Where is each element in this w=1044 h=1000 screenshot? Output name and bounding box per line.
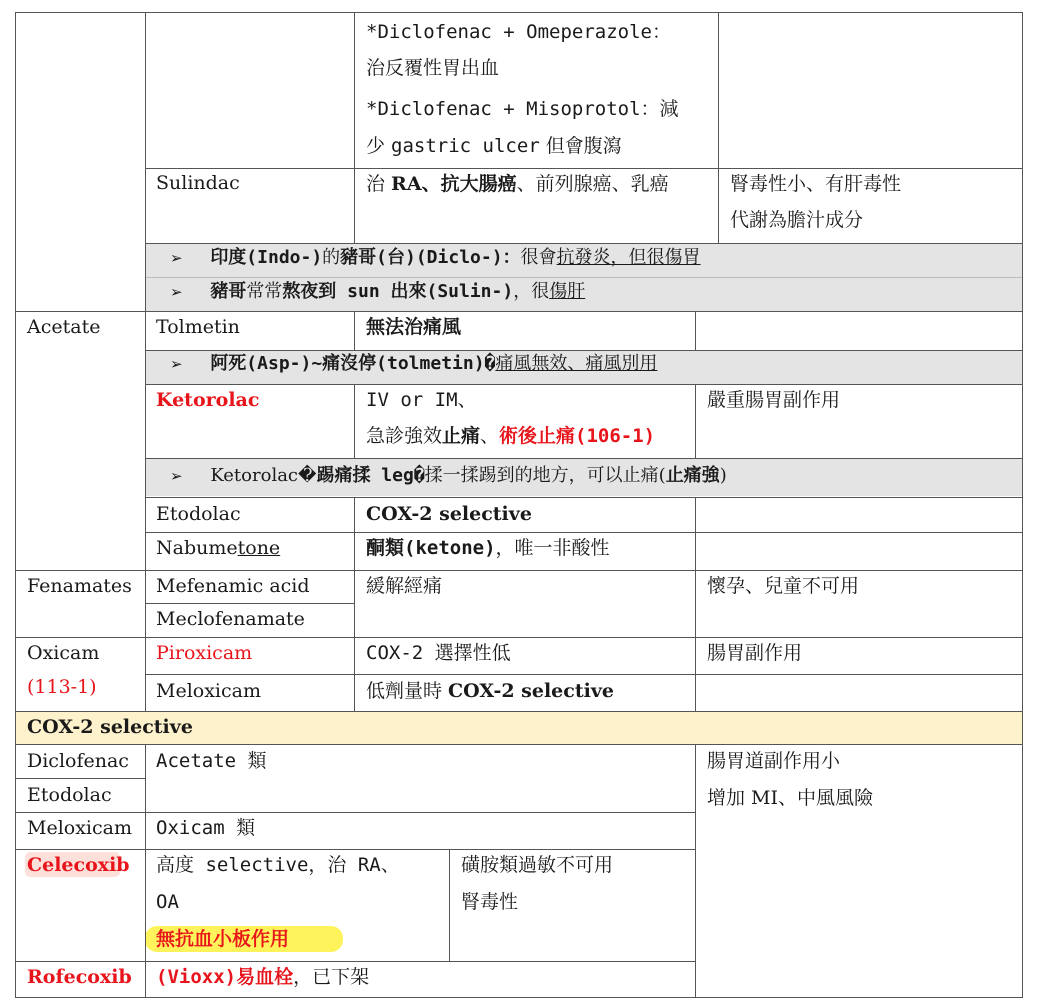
row-divider (145, 458, 1023, 459)
celecoxib-use-oa: OA (156, 891, 179, 913)
table-border (15, 12, 1023, 13)
sulindac-metabolism: 代謝為膽汁成分 (730, 209, 864, 231)
text: Nabume (156, 537, 238, 559)
nabumetone-note (366, 536, 610, 560)
celecoxib-nephrotoxicity: 腎毒性 (461, 891, 519, 913)
row-divider (15, 849, 695, 850)
row-divider (145, 532, 1023, 533)
column-divider (695, 311, 696, 351)
column-divider (354, 384, 355, 459)
text: 、前列腺癌、乳癌 (516, 173, 669, 195)
mnemonic-ketorolac (170, 464, 727, 488)
drug-etodolac: Etodolac (156, 503, 241, 525)
cox2-section-header: COX-2 selective (27, 716, 193, 738)
text: 踢痛揉 leg� (316, 465, 425, 486)
row-divider (145, 277, 1023, 278)
combo-misoprostol-effect (366, 134, 622, 158)
row-divider (145, 497, 1023, 498)
meloxicam-note (366, 679, 614, 703)
table-border (1022, 12, 1023, 998)
drug-meloxicam-cox2: Meloxicam (27, 817, 132, 839)
drug-nabumetone (156, 536, 280, 560)
column-divider (695, 744, 696, 998)
row-divider (145, 350, 1023, 351)
group-acetate: Acetate (27, 316, 101, 338)
ketorolac-side-effect: 嚴重腸胃副作用 (707, 389, 841, 411)
text: ，已下架 (293, 966, 370, 988)
group-oxicam: Oxicam (27, 642, 100, 664)
row-divider (15, 637, 1023, 638)
mnemonic-tolmetin (170, 352, 657, 376)
row-divider (145, 168, 1023, 169)
text: 傷肝 (549, 281, 586, 302)
column-divider (354, 12, 355, 244)
text: 止痛強 (665, 465, 720, 486)
meloxicam-class: Oxicam 類 (156, 817, 256, 839)
text: 治 (366, 173, 392, 195)
drug-tolmetin: Tolmetin (156, 316, 240, 338)
celecoxib-contraindication: 磺胺類過敏不可用 (461, 854, 614, 876)
text: 抗發炎，但很傷胃 (556, 247, 701, 268)
text: 止痛 (442, 425, 481, 447)
column-divider (449, 849, 450, 962)
celecoxib-use: 高度 selective，治 RA、 (156, 854, 400, 876)
ketorolac-use (366, 424, 655, 448)
text: 痛風無效、痛風別用 (495, 353, 658, 374)
mnemonic-sulin (170, 280, 585, 304)
column-divider (718, 12, 719, 244)
text: 豬哥(台)(Diclo-)： (340, 247, 521, 268)
text: Ketorolac� (210, 465, 317, 486)
row-divider (15, 570, 1023, 571)
text: 急診強效 (366, 425, 443, 447)
drug-ketorolac: Ketorolac (156, 389, 260, 411)
diclofenac-class: Acetate 類 (156, 750, 267, 772)
row-divider (15, 311, 1023, 312)
text: 阿死(Asp-)~痛沒停(tolmetin)� (210, 353, 496, 374)
text: RA、抗大腸癌 (391, 173, 517, 195)
column-divider (695, 497, 696, 712)
text: 豬哥 (210, 281, 247, 302)
table-border (15, 12, 16, 998)
drug-meloxicam: Meloxicam (156, 680, 261, 702)
etodolac-note: COX-2 selective (366, 503, 532, 525)
drug-diclofenac: Diclofenac (27, 750, 129, 772)
column-divider (695, 384, 696, 459)
tolmetin-note: 無法治痛風 (366, 316, 462, 338)
row-divider (15, 711, 1023, 712)
column-divider (354, 311, 355, 351)
text: 但會腹瀉 (539, 135, 622, 157)
celecoxib-platelet-note: 無抗血小板作用 (156, 928, 290, 950)
text: 酮類(ketone) (366, 537, 496, 559)
mnemonic-indo-diclo (170, 246, 701, 270)
term: gastric ulcer (391, 135, 540, 157)
text: COX-2 選擇性低 (366, 642, 511, 664)
drug-etodolac-cox2: Etodolac (27, 784, 112, 806)
ketorolac-route: IV or IM、 (366, 389, 477, 411)
row-divider (15, 744, 1023, 745)
text: ，很 (513, 281, 550, 302)
row-divider (145, 674, 1023, 675)
drug-mefenamic-acid: Mefenamic acid (156, 575, 310, 597)
drug-rofecoxib: Rofecoxib (27, 966, 132, 988)
text: 、 (480, 425, 500, 447)
fenamates-side-effect: 懷孕、兒童不可用 (707, 575, 860, 597)
text: 少 (366, 135, 392, 157)
table-border (15, 997, 1023, 998)
text: tone (237, 537, 281, 559)
group-fenamates: Fenamates (27, 575, 132, 597)
bullet-icon: ➢ (170, 467, 183, 485)
piroxicam-side-effect: 腸胃副作用 (707, 642, 803, 664)
text: 印度(Indo-) (210, 247, 323, 268)
text: ) (719, 465, 727, 486)
combo-omeprazole-use: 治反覆性胃出血 (366, 57, 500, 79)
text: (Vioxx)易血栓 (156, 966, 294, 988)
drug-piroxicam: Piroxicam (156, 642, 253, 664)
row-divider (145, 603, 355, 604)
drug-sulindac: Sulindac (156, 172, 240, 194)
cox2-side-effect-mi: 增加 MI、中風風險 (707, 787, 873, 809)
bullet-icon: ➢ (170, 283, 183, 301)
cox2-side-effect-gi: 腸胃道副作用小 (707, 750, 841, 772)
combo-omeprazole: *Diclofenac + Omeperazole： (366, 21, 671, 43)
row-divider (15, 778, 145, 779)
row-divider (145, 384, 1023, 385)
drug-celecoxib: Celecoxib (27, 854, 130, 876)
row-divider (15, 961, 695, 962)
sulindac-use (366, 172, 669, 196)
piroxicam-note (366, 641, 511, 665)
column-divider (354, 497, 355, 712)
text: COX-2 selective (448, 680, 614, 702)
text: 的 (322, 247, 341, 268)
bullet-icon: ➢ (170, 249, 183, 267)
column-divider (145, 12, 146, 712)
bullet-icon: ➢ (170, 355, 183, 373)
text: 很會 (520, 247, 557, 268)
text: 常常 (246, 281, 283, 302)
text: 低劑量時 (366, 680, 449, 702)
row-divider (145, 243, 1023, 244)
sulindac-side-effect: 腎毒性小、有肝毒性 (730, 173, 902, 195)
rofecoxib-note (156, 965, 369, 989)
drug-meclofenamate: Meclofenamate (156, 608, 305, 630)
text: 揉一揉踢到的地方，可以止痛( (424, 465, 666, 486)
combo-misoprostol: *Diclofenac + Misoprotol：減 (366, 98, 679, 120)
exam-code: (113-1) (27, 676, 97, 698)
row-divider (15, 812, 695, 813)
text: 熬夜到 sun 出來(Sulin-) (282, 281, 514, 302)
text: 術後止痛(106-1) (499, 425, 656, 447)
text: ，唯一非酸性 (495, 537, 610, 559)
fenamates-use: 緩解經痛 (366, 575, 443, 597)
column-divider (145, 744, 146, 998)
